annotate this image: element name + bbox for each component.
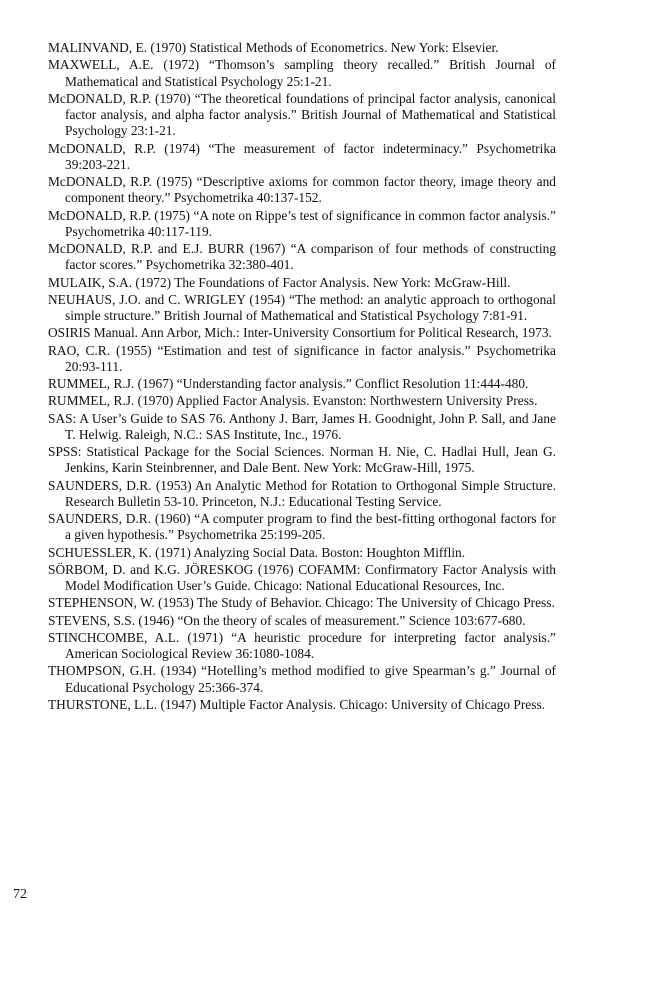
reference-entry: McDONALD, R.P. (1975) “Descriptive axioms for common factor theory, image theory and component theory.” Psychometrika 40:137-152. (48, 174, 556, 206)
reference-entry: McDONALD, R.P. (1974) “The measurement of factor indeterminacy.” Psychometrika 39:203-221. (48, 140, 556, 172)
reference-entry: MALINVAND, E. (1970) Statistical Methods of Econometrics. New York: Elsevier. (48, 40, 499, 55)
reference-entry: SÖRBOM, D. and K.G. JÖRESKOG (1976) COFAMM: Confirmatory Factor Analysis with Model Modification User’s Guide. Chicago: National Educational Resources, Inc. (48, 561, 556, 593)
reference-entry: NEUHAUS, J.O. and C. WRIGLEY (1954) “The method: an analytic approach to orthogonal simple structure.” British Journal of Mathematical and Statistical Psychology 7:81-91. (48, 291, 556, 323)
reference-entry: STEPHENSON, W. (1953) The Study of Behavior. Chicago: The University of Chicago Press. (48, 595, 555, 611)
reference-entry: SCHUESSLER, K. (1971) Analyzing Social Data. Boston: Houghton Mifflin. (48, 544, 466, 560)
reference-entry: SPSS: Statistical Package for the Social Sciences. Norman H. Nie, C. Hadlai Hull, Jean G. Jenkins, Karin Steinbrenner, and Dale Bent. New York: McGraw-Hill, 1975. (48, 444, 556, 476)
reference-entry: RUMMEL, R.J. (1967) “Understanding factor analysis.” Conflict Resolution 11:444-480. (48, 376, 529, 391)
reference-entry: MULAIK, S.A. (1972) The Foundations of Factor Analysis. New York: McGraw-Hill. (48, 274, 511, 290)
reference-entry: SAUNDERS, D.R. (1960) “A computer program to find the best-fitting orthogonal factors for a given hypothesis.” Psychometrika 25:199-205. (48, 511, 556, 543)
reference-entry: THURSTONE, L.L. (1947) Multiple Factor Analysis. Chicago: University of Chicago Press. (48, 696, 546, 712)
reference-entry: RUMMEL, R.J. (1970) Applied Factor Analysis. Evanston: Northwestern University Press. (48, 393, 538, 409)
reference-list (48, 40, 556, 714)
reference-entry: STEVENS, S.S. (1946) “On the theory of scales of measurement.” Science 103:677-680. (48, 612, 526, 628)
reference-entry: McDONALD, R.P. (1970) “The theoretical foundations of principal factor analysis, canonical factor analysis, and alpha factor analysis.” British Journal of Mathematical and Statistical Psychology 23:1-21. (48, 90, 556, 139)
reference-entry: SAUNDERS, D.R. (1953) An Analytic Method for Rotation to Orthogonal Simple Structure. Research Bulletin 53-10. Princeton, N.J.: Educational Testing Service. (48, 477, 556, 509)
reference-entry: OSIRIS Manual. Ann Arbor, Mich.: Inter-University Consortium for Political Research, 1973. (48, 325, 552, 341)
reference-entry: MAXWELL, A.E. (1972) “Thomson’s sampling theory recalled.” British Journal of Mathematical and Statistical Psychology 25:1-21. (48, 57, 556, 89)
reference-entry: McDONALD, R.P. (1975) “A note on Rippe’s test of significance in common factor analysis.” Psychometrika 40:117-119. (48, 207, 556, 239)
reference-entry: McDONALD, R.P. and E.J. BURR (1967) “A comparison of four methods of constructing factor scores.” Psychometrika 32:380-401. (48, 241, 556, 273)
page-number: 72 (13, 887, 27, 902)
reference-entry: THOMPSON, G.H. (1934) “Hotelling’s method modified to give Spearman’s g.” Journal of Educational Psychology 25:366-374. (48, 663, 556, 695)
reference-entry: SAS: A User’s Guide to SAS 76. Anthony J. Barr, James H. Goodnight, John P. Sall, and Jane T. Helwig. Raleigh, N.C.: SAS Institute, Inc., 1976. (48, 410, 556, 442)
reference-entry: STINCHCOMBE, A.L. (1971) “A heuristic procedure for interpreting factor analysis.” American Sociological Review 36:1080-1084. (48, 629, 556, 661)
reference-entry: RAO, C.R. (1955) “Estimation and test of significance in factor analysis.” Psychometrika 20:93-111. (48, 342, 556, 374)
